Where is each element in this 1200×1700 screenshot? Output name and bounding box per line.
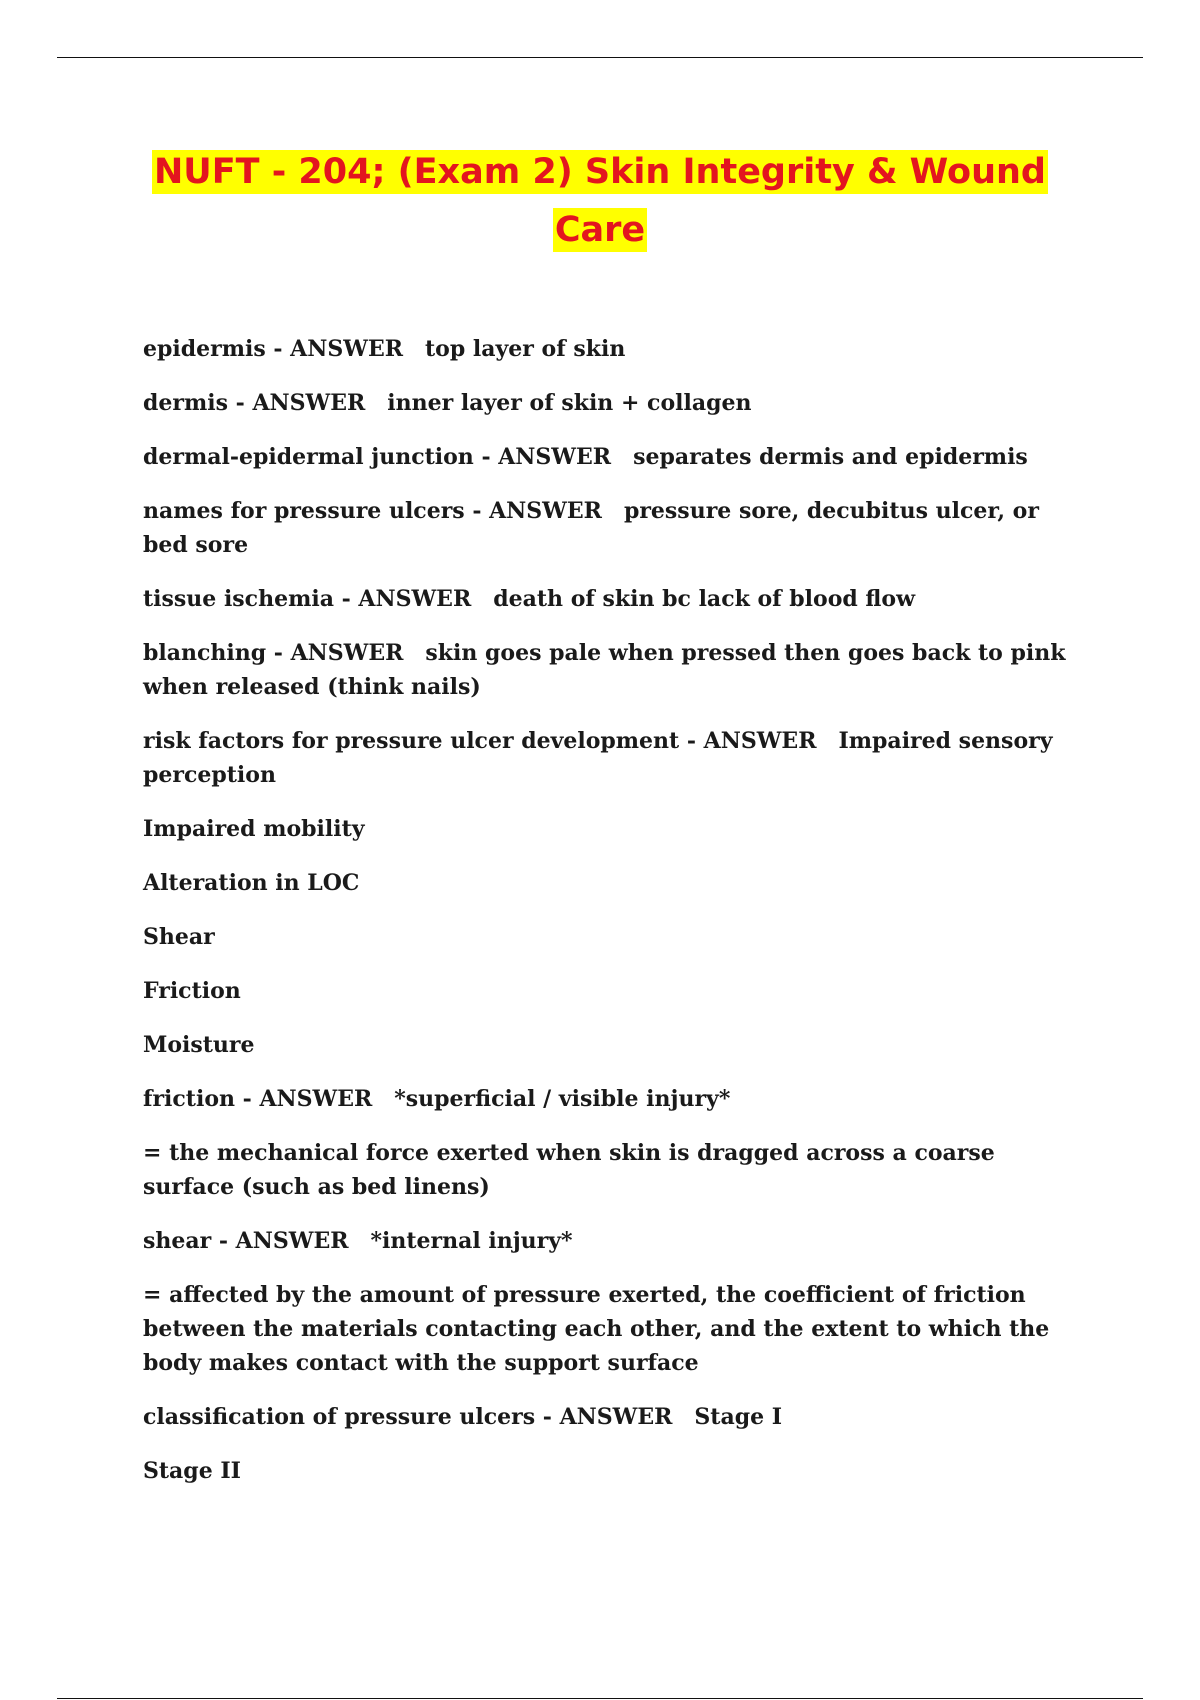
entry-shear-definition <box>143 1278 1083 1380</box>
entry-term: names for pressure ulcers - ANSWER <box>143 498 602 524</box>
entry-term: epidermis - ANSWER <box>143 336 404 362</box>
entry-text: Friction <box>143 978 241 1004</box>
entry-term: friction - ANSWER <box>143 1086 373 1112</box>
top-rule <box>57 57 1143 58</box>
entry-answer: *internal injury* <box>370 1228 573 1254</box>
entry-risk-factors <box>143 724 1083 792</box>
entry-term: classification of pressure ulcers - ANSWER <box>143 1404 673 1430</box>
title-text: NUFT - 204; (Exam 2) Skin Integrity & Wound Care <box>154 152 1046 250</box>
entry-text: = the mechanical force exerted when skin is dragged across a coarse surface (such as bed linens) <box>143 1140 995 1200</box>
entry-moisture-item <box>143 1028 1083 1062</box>
entry-dermis <box>143 386 1083 420</box>
entry-answer: inner layer of skin + collagen <box>387 390 752 416</box>
entry-text: = affected by the amount of pressure exerted, the coefficient of friction between the materials contacting each other, and the extent to which the body makes contact with the support surface <box>143 1282 1050 1376</box>
entry-friction <box>143 1082 1083 1116</box>
entry-stage-ii <box>143 1454 1083 1488</box>
entry-answer: skin goes pale when pressed then goes back to pink when released (think nails) <box>143 640 1066 700</box>
entry-dermal-epidermal-junction <box>143 440 1083 474</box>
entry-classification <box>143 1400 1083 1434</box>
document-title <box>120 143 1080 259</box>
entry-answer: top layer of skin <box>425 336 626 362</box>
entry-answer: Stage I <box>694 1404 783 1430</box>
entry-answer: separates dermis and epidermis <box>633 444 1028 470</box>
entry-answer: death of skin bc lack of blood flow <box>493 586 916 612</box>
entry-term: blanching - ANSWER <box>143 640 404 666</box>
entry-answer: pressure sore, decubitus ulcer, or bed sore <box>143 498 1039 558</box>
entry-alteration-loc <box>143 866 1083 900</box>
entry-text: Shear <box>143 924 215 950</box>
entry-impaired-mobility <box>143 812 1083 846</box>
entry-names-pressure-ulcers <box>143 494 1083 562</box>
entry-text: Moisture <box>143 1032 255 1058</box>
entry-answer: Impaired sensory perception <box>143 728 1053 788</box>
entry-shear <box>143 1224 1083 1258</box>
entry-friction-item <box>143 974 1083 1008</box>
entry-tissue-ischemia <box>143 582 1083 616</box>
entry-term: dermis - ANSWER <box>143 390 366 416</box>
entry-text: Alteration in LOC <box>143 870 360 896</box>
bottom-rule <box>57 1698 1143 1699</box>
entry-term: dermal-epidermal junction - ANSWER <box>143 444 612 470</box>
entry-blanching <box>143 636 1083 704</box>
entry-term: shear - ANSWER <box>143 1228 349 1254</box>
entry-text: Stage II <box>143 1458 241 1484</box>
entry-term: risk factors for pressure ulcer development - ANSWER <box>143 728 817 754</box>
entry-text: Impaired mobility <box>143 816 365 842</box>
entry-epidermis <box>143 332 1083 366</box>
entry-answer: *superficial / visible injury* <box>394 1086 731 1112</box>
entry-friction-definition <box>143 1136 1083 1204</box>
entry-term: tissue ischemia - ANSWER <box>143 586 472 612</box>
flashcard-list <box>143 332 1083 1508</box>
entry-shear-item <box>143 920 1083 954</box>
